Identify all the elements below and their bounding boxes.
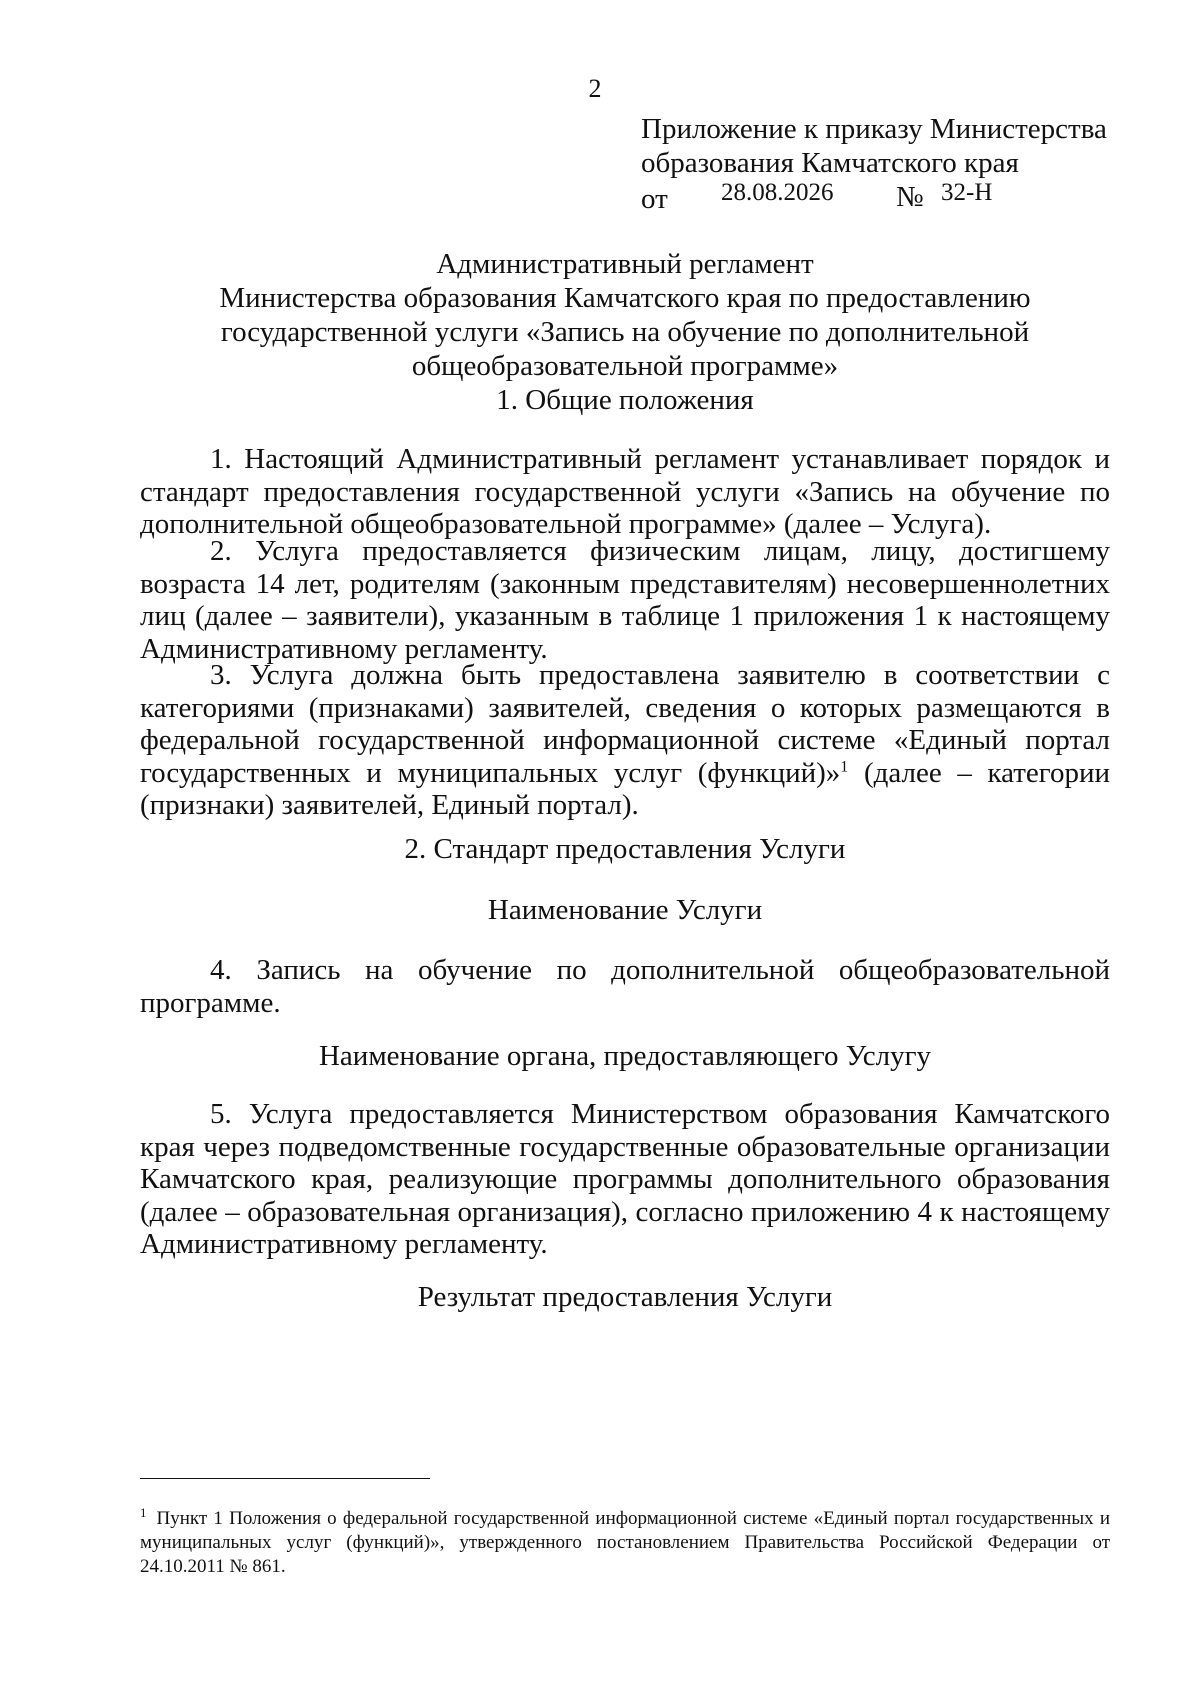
- approval-ot-label: от: [641, 183, 668, 215]
- footnote: [140, 1504, 1110, 1579]
- title-line-4: общеобразовательной программе»: [411, 350, 839, 382]
- subheading-service-name: Наименование Услуги: [487, 894, 763, 926]
- footnote-reference: 1: [840, 758, 849, 776]
- paragraph-3: [140, 659, 1110, 822]
- approval-number: 32-Н: [941, 179, 993, 206]
- paragraph-3-text: 3. Услуга должна быть предоставлена заявителю в соответствии с категориями (признаками) заявителей, сведения о которых размещаются в федеральной государственной информационной системе «Единый портал государственных и муниципальных услуг (функций)»: [140, 659, 1110, 789]
- approval-number-sign: №: [896, 181, 924, 213]
- paragraph-5: 5. Услуга предоставляется Министерством образования Камчатского края через подведомственные государственные образовательные организации Камчатского края, реализующие программы дополнительного образования (далее – образовательная организация), согласно приложению 4 к настоящему Административному регламенту.: [140, 1098, 1110, 1261]
- approval-stamp: [641, 112, 1107, 214]
- section-2-heading: 2. Стандарт предоставления Услуги: [404, 833, 846, 865]
- footnote-separator: [140, 1478, 430, 1479]
- footnote-text: Пункт 1 Положения о федеральной государственной информационной системе «Единый портал государственных и муниципальных услуг (функций)», утвержденного постановлением Правительства Российской Федерации от 24.10.2011 № 861.: [140, 1508, 1110, 1577]
- approval-date: 28.08.2026: [721, 179, 834, 206]
- paragraph-4: 4. Запись на обучение по дополнительной общеобразовательной программе.: [140, 954, 1110, 1019]
- approval-line-1: Приложение к приказу Министерства: [641, 113, 1107, 145]
- approval-line-2: образования Камчатского края: [641, 147, 1019, 179]
- page-number: 2: [588, 74, 602, 103]
- paragraph-2: 2. Услуга предоставляется физическим лицам, лицу, достигшему возраста 14 лет, родителям (законным представителям) несовершеннолетних лиц (далее – заявители), указанным в таблице 1 приложения 1 к настоящему Административному регламенту.: [140, 535, 1110, 665]
- title-line-3: государственной услуги «Запись на обучение по дополнительной: [220, 316, 1030, 348]
- paragraph-3-tail: (далее – категории (признаки) заявителей, Единый портал).: [140, 756, 1110, 822]
- subheading-result: Результат предоставления Услуги: [417, 1281, 833, 1313]
- document-title: [140, 247, 1110, 383]
- subheading-authority: Наименование органа, предоставляющего Услугу: [318, 1040, 932, 1072]
- approval-date-row: [641, 180, 1107, 214]
- title-line-1: Административный регламент: [436, 248, 814, 280]
- section-1-heading: 1. Общие положения: [496, 384, 754, 416]
- title-line-2: Министерства образования Камчатского края по предоставлению: [219, 282, 1031, 314]
- footnote-mark: 1: [140, 1504, 147, 1520]
- paragraph-1: 1. Настоящий Административный регламент устанавливает порядок и стандарт предоставления государственной услуги «Запись на обучение по дополнительной общеобразовательной программе» (далее – Услуга).: [140, 443, 1110, 541]
